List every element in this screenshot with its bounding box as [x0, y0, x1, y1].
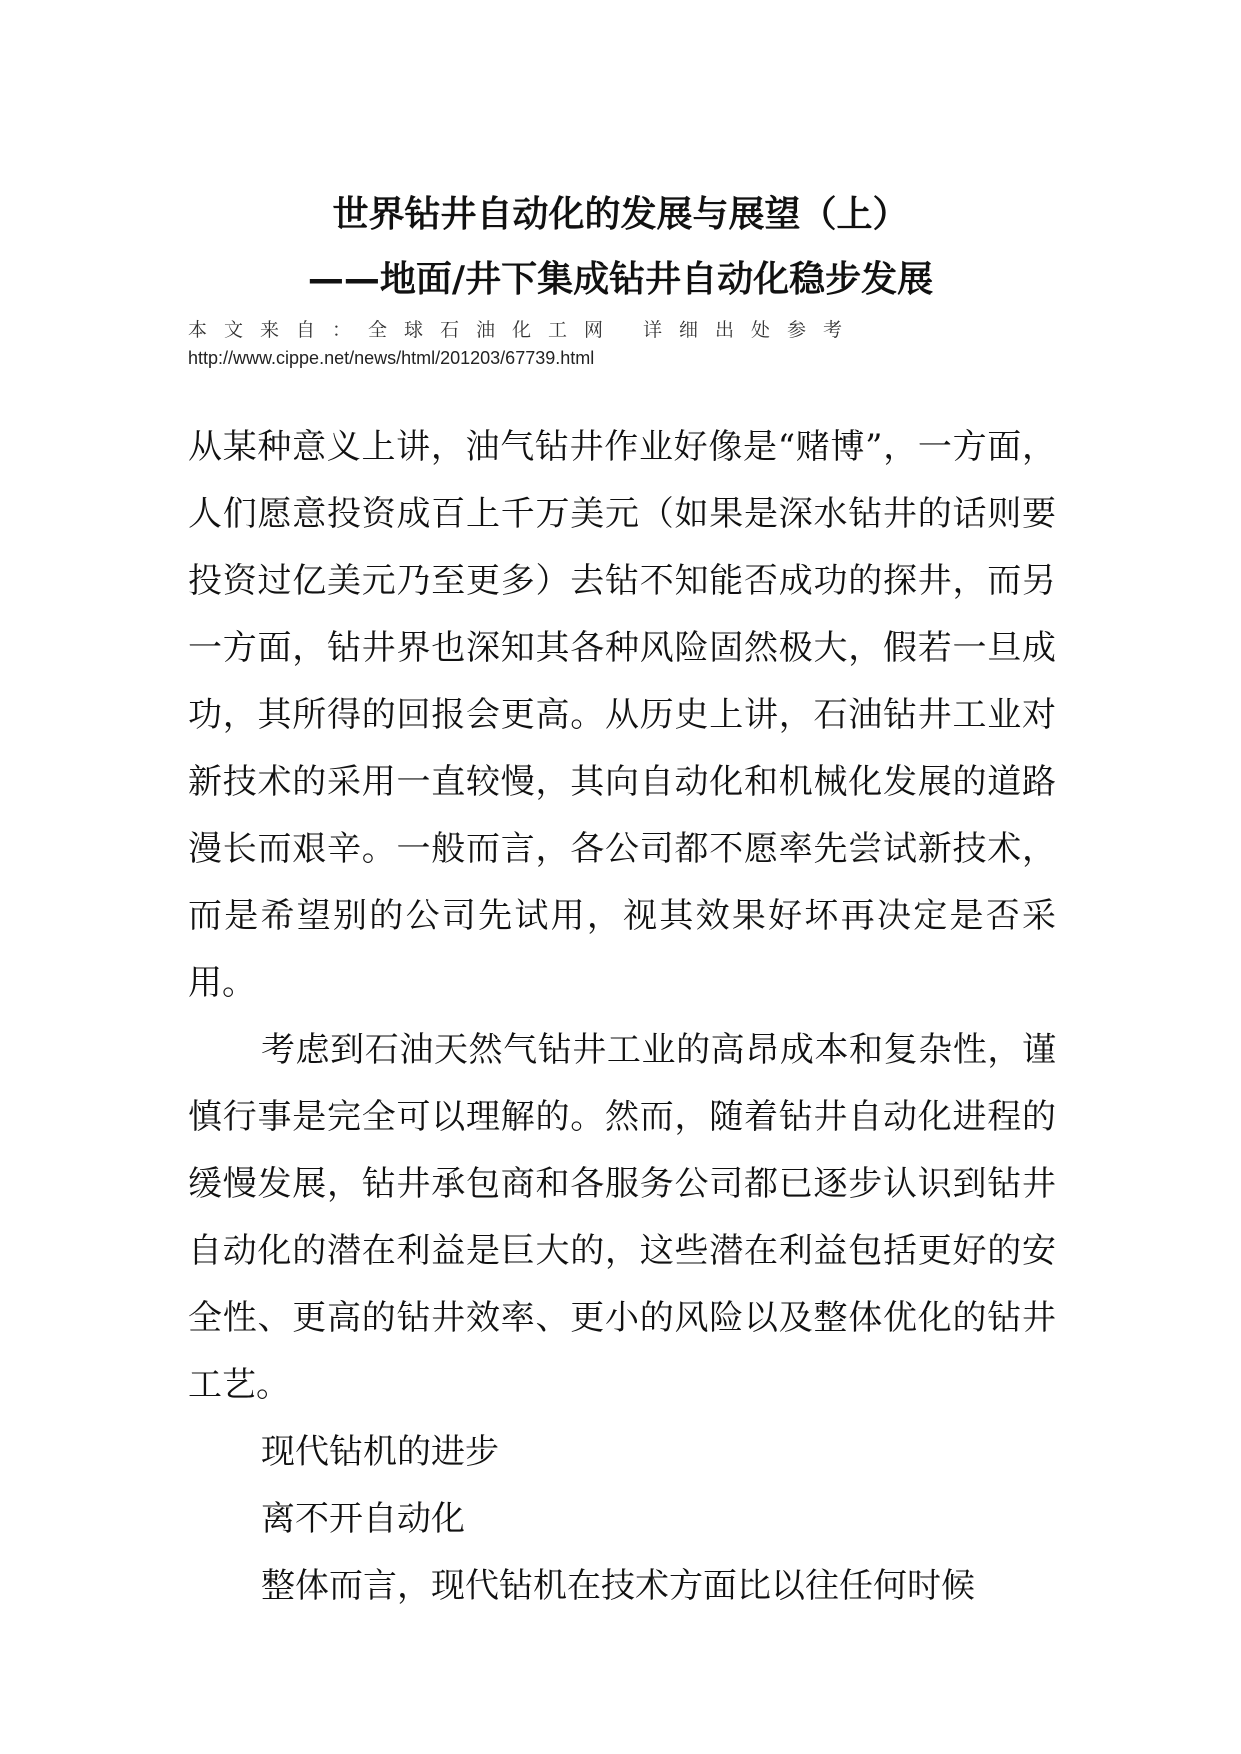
paragraph: 整体而言，现代钻机在技术方面比以往任何时候 — [261, 1566, 975, 1606]
article-body — [188, 414, 1056, 1620]
paragraph: 考虑到石油天然气钻井工业的高昂成本和复杂性，谨慎行事是完全可以理解的。然而，随着钻井自动化进程的缓慢发展，钻井承包商和各服务公司都已逐步认识到钻井自动化的潜在利益是巨大的，这些潜在利益包括更好的安全性、更高的钻井效率、更小的风险以及整体优化的钻井工艺。 — [188, 1030, 1056, 1405]
document-title: 世界钻井自动化的发展与展望（上） — [332, 194, 909, 235]
section-heading: 离不开自动化 — [261, 1499, 465, 1539]
paragraph: 从某种意义上讲，油气钻井作业好像是“赌博”，一方面，人们愿意投资成百上千万美元（如果是深水钻井的话则要投资过亿美元乃至更多）去钻不知能否成功的探井，而另一方面，钻井界也深知其各种风险固然极大，假若一旦成功，其所得的回报会更高。从历史上讲，石油钻井工业对新技术的采用一直较慢，其向自动化和机械化发展的道路漫长而艰辛。一般而言，各公司都不愿率先尝试新技术，而是希望别的公司先试用，视其效果好坏再决定是否采用。 — [188, 427, 1056, 1003]
section-heading: 现代钻机的进步 — [261, 1432, 499, 1472]
document-subtitle: ——地面/井下集成钻井自动化稳步发展 — [307, 259, 934, 300]
source-label: 本文来自：全球石油化工网 详细出处参考 — [188, 319, 860, 341]
source-url-link[interactable]: http://www.cippe.net/news/html/201203/67739.html — [188, 348, 595, 368]
source-attribution — [188, 316, 1050, 372]
